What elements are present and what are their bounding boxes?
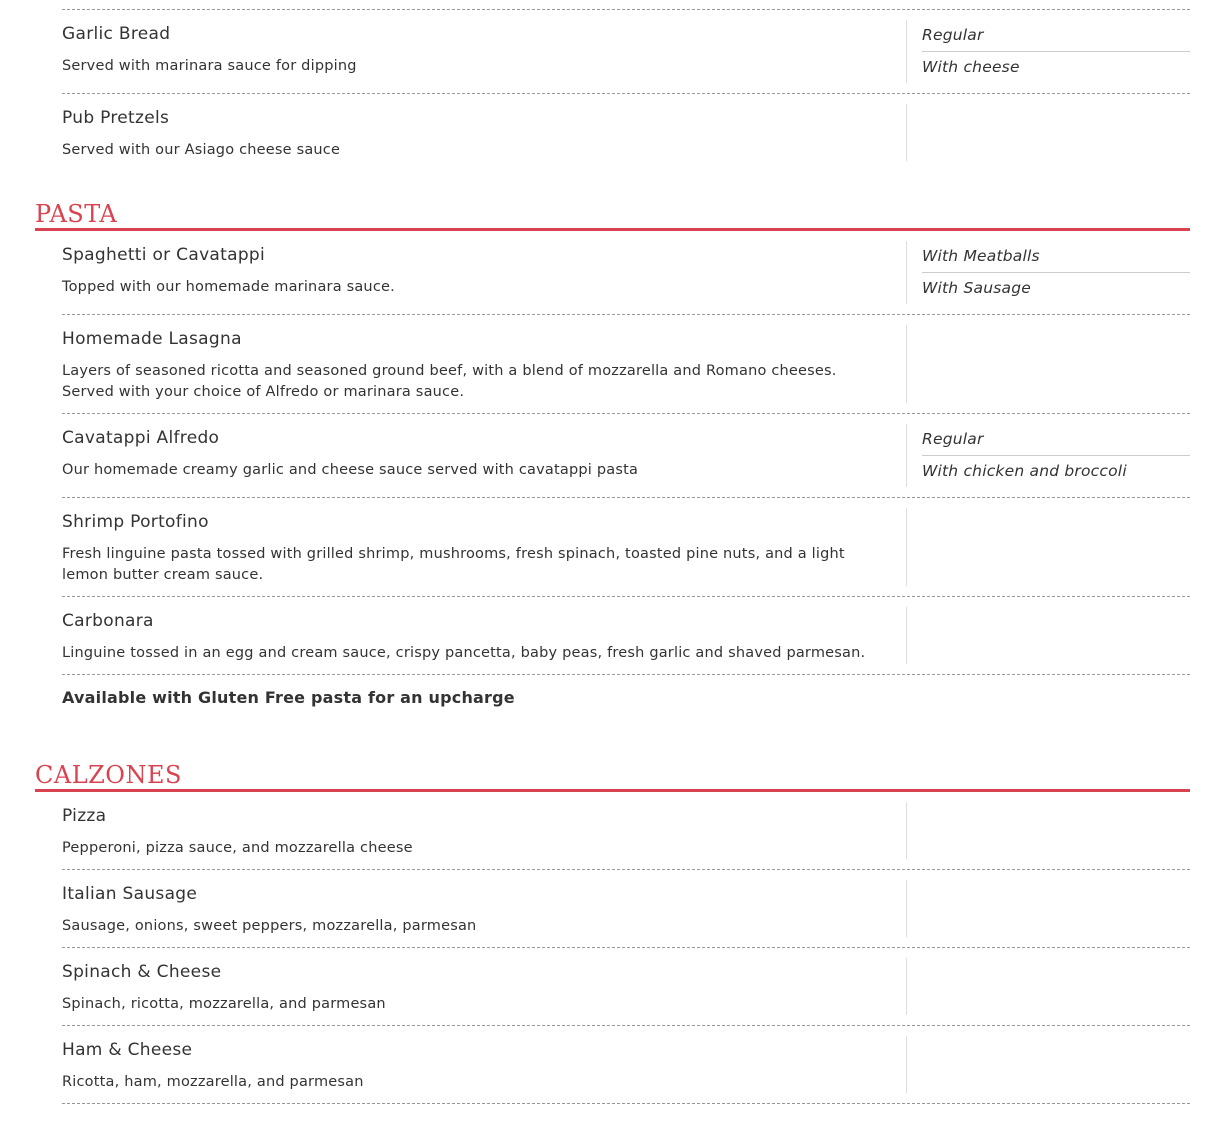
item-main bbox=[62, 958, 907, 1015]
item-main bbox=[62, 241, 907, 304]
item-main bbox=[62, 607, 907, 664]
item-options bbox=[907, 104, 1190, 161]
item-options bbox=[907, 241, 1190, 304]
item-name: Italian Sausage bbox=[62, 884, 198, 904]
item-main bbox=[62, 325, 907, 403]
item-options bbox=[907, 20, 1190, 83]
item-main bbox=[62, 880, 907, 937]
menu-item bbox=[62, 948, 1190, 1026]
item-option: With Meatballs bbox=[922, 247, 1040, 265]
item-options bbox=[907, 1036, 1190, 1093]
item-description: Pepperoni, pizza sauce, and mozzarella cheese bbox=[62, 840, 413, 856]
pasta-items bbox=[0, 231, 1230, 675]
menu-item bbox=[62, 94, 1190, 171]
item-options bbox=[907, 508, 1190, 586]
menu-item bbox=[62, 792, 1190, 870]
item-options bbox=[907, 607, 1190, 664]
item-description: Topped with our homemade marinara sauce. bbox=[62, 279, 395, 295]
item-name: Garlic Bread bbox=[62, 24, 171, 44]
item-name: Spaghetti or Cavatappi bbox=[62, 245, 266, 265]
item-description: Spinach, ricotta, mozzarella, and parmesan bbox=[62, 996, 386, 1012]
item-name: Homemade Lasagna bbox=[62, 329, 242, 349]
item-name: Shrimp Portofino bbox=[62, 512, 209, 532]
item-description: Served with our Asiago cheese sauce bbox=[62, 142, 341, 158]
item-description: Our homemade creamy garlic and cheese sauce served with cavatappi pasta bbox=[62, 462, 639, 478]
item-main bbox=[62, 424, 907, 487]
section-heading-pasta bbox=[35, 187, 1190, 231]
item-description: Layers of seasoned ricotta and seasoned ground beef, with a blend of mozzarella and Romano cheeses. Served with your choice of Alfredo or marinara sauce. bbox=[62, 363, 837, 400]
item-options bbox=[907, 880, 1190, 937]
menu-item bbox=[62, 498, 1190, 597]
menu-item bbox=[62, 414, 1190, 498]
item-description: Ricotta, ham, mozzarella, and parmesan bbox=[62, 1074, 364, 1090]
item-name: Cavatappi Alfredo bbox=[62, 428, 220, 448]
item-option: With chicken and broccoli bbox=[922, 455, 1190, 487]
item-option: Regular bbox=[922, 430, 984, 448]
gluten-free-note: Available with Gluten Free pasta for an upcharge bbox=[62, 688, 515, 707]
item-options bbox=[907, 802, 1190, 859]
item-description: Sausage, onions, sweet peppers, mozzarella, parmesan bbox=[62, 918, 477, 934]
item-main bbox=[62, 1036, 907, 1093]
item-name: Pub Pretzels bbox=[62, 108, 170, 128]
item-name: Carbonara bbox=[62, 611, 154, 631]
calzones-items bbox=[0, 792, 1230, 1104]
menu-item bbox=[62, 1026, 1190, 1104]
item-main bbox=[62, 20, 907, 83]
item-description: Served with marinara sauce for dipping bbox=[62, 58, 357, 74]
menu-item bbox=[62, 315, 1190, 414]
item-description: Fresh linguine pasta tossed with grilled shrimp, mushrooms, fresh spinach, toasted pine nuts, and a light lemon butter cream sauce. bbox=[62, 546, 845, 583]
item-main bbox=[62, 104, 907, 161]
item-options bbox=[907, 325, 1190, 403]
appetizers-items bbox=[0, 10, 1230, 171]
item-option: Regular bbox=[922, 26, 984, 44]
menu-item bbox=[62, 597, 1190, 675]
item-option: With Sausage bbox=[922, 272, 1190, 304]
menu-item bbox=[62, 231, 1190, 315]
item-name: Ham & Cheese bbox=[62, 1040, 193, 1060]
item-option: With cheese bbox=[922, 51, 1190, 83]
section-title: CALZONES bbox=[35, 761, 182, 789]
menu-item-partial bbox=[62, 0, 1190, 10]
item-options bbox=[907, 424, 1190, 487]
menu-item bbox=[62, 870, 1190, 948]
section-title: PASTA bbox=[35, 200, 118, 228]
item-options bbox=[907, 958, 1190, 1015]
item-description: Linguine tossed in an egg and cream sauce, crispy pancetta, baby peas, fresh garlic and shaved parmesan. bbox=[62, 645, 866, 661]
item-name: Spinach & Cheese bbox=[62, 962, 222, 982]
section-heading-calzones bbox=[35, 748, 1190, 792]
menu-item bbox=[62, 10, 1190, 94]
item-main bbox=[62, 508, 907, 586]
item-main bbox=[62, 802, 907, 859]
item-name: Pizza bbox=[62, 806, 107, 826]
